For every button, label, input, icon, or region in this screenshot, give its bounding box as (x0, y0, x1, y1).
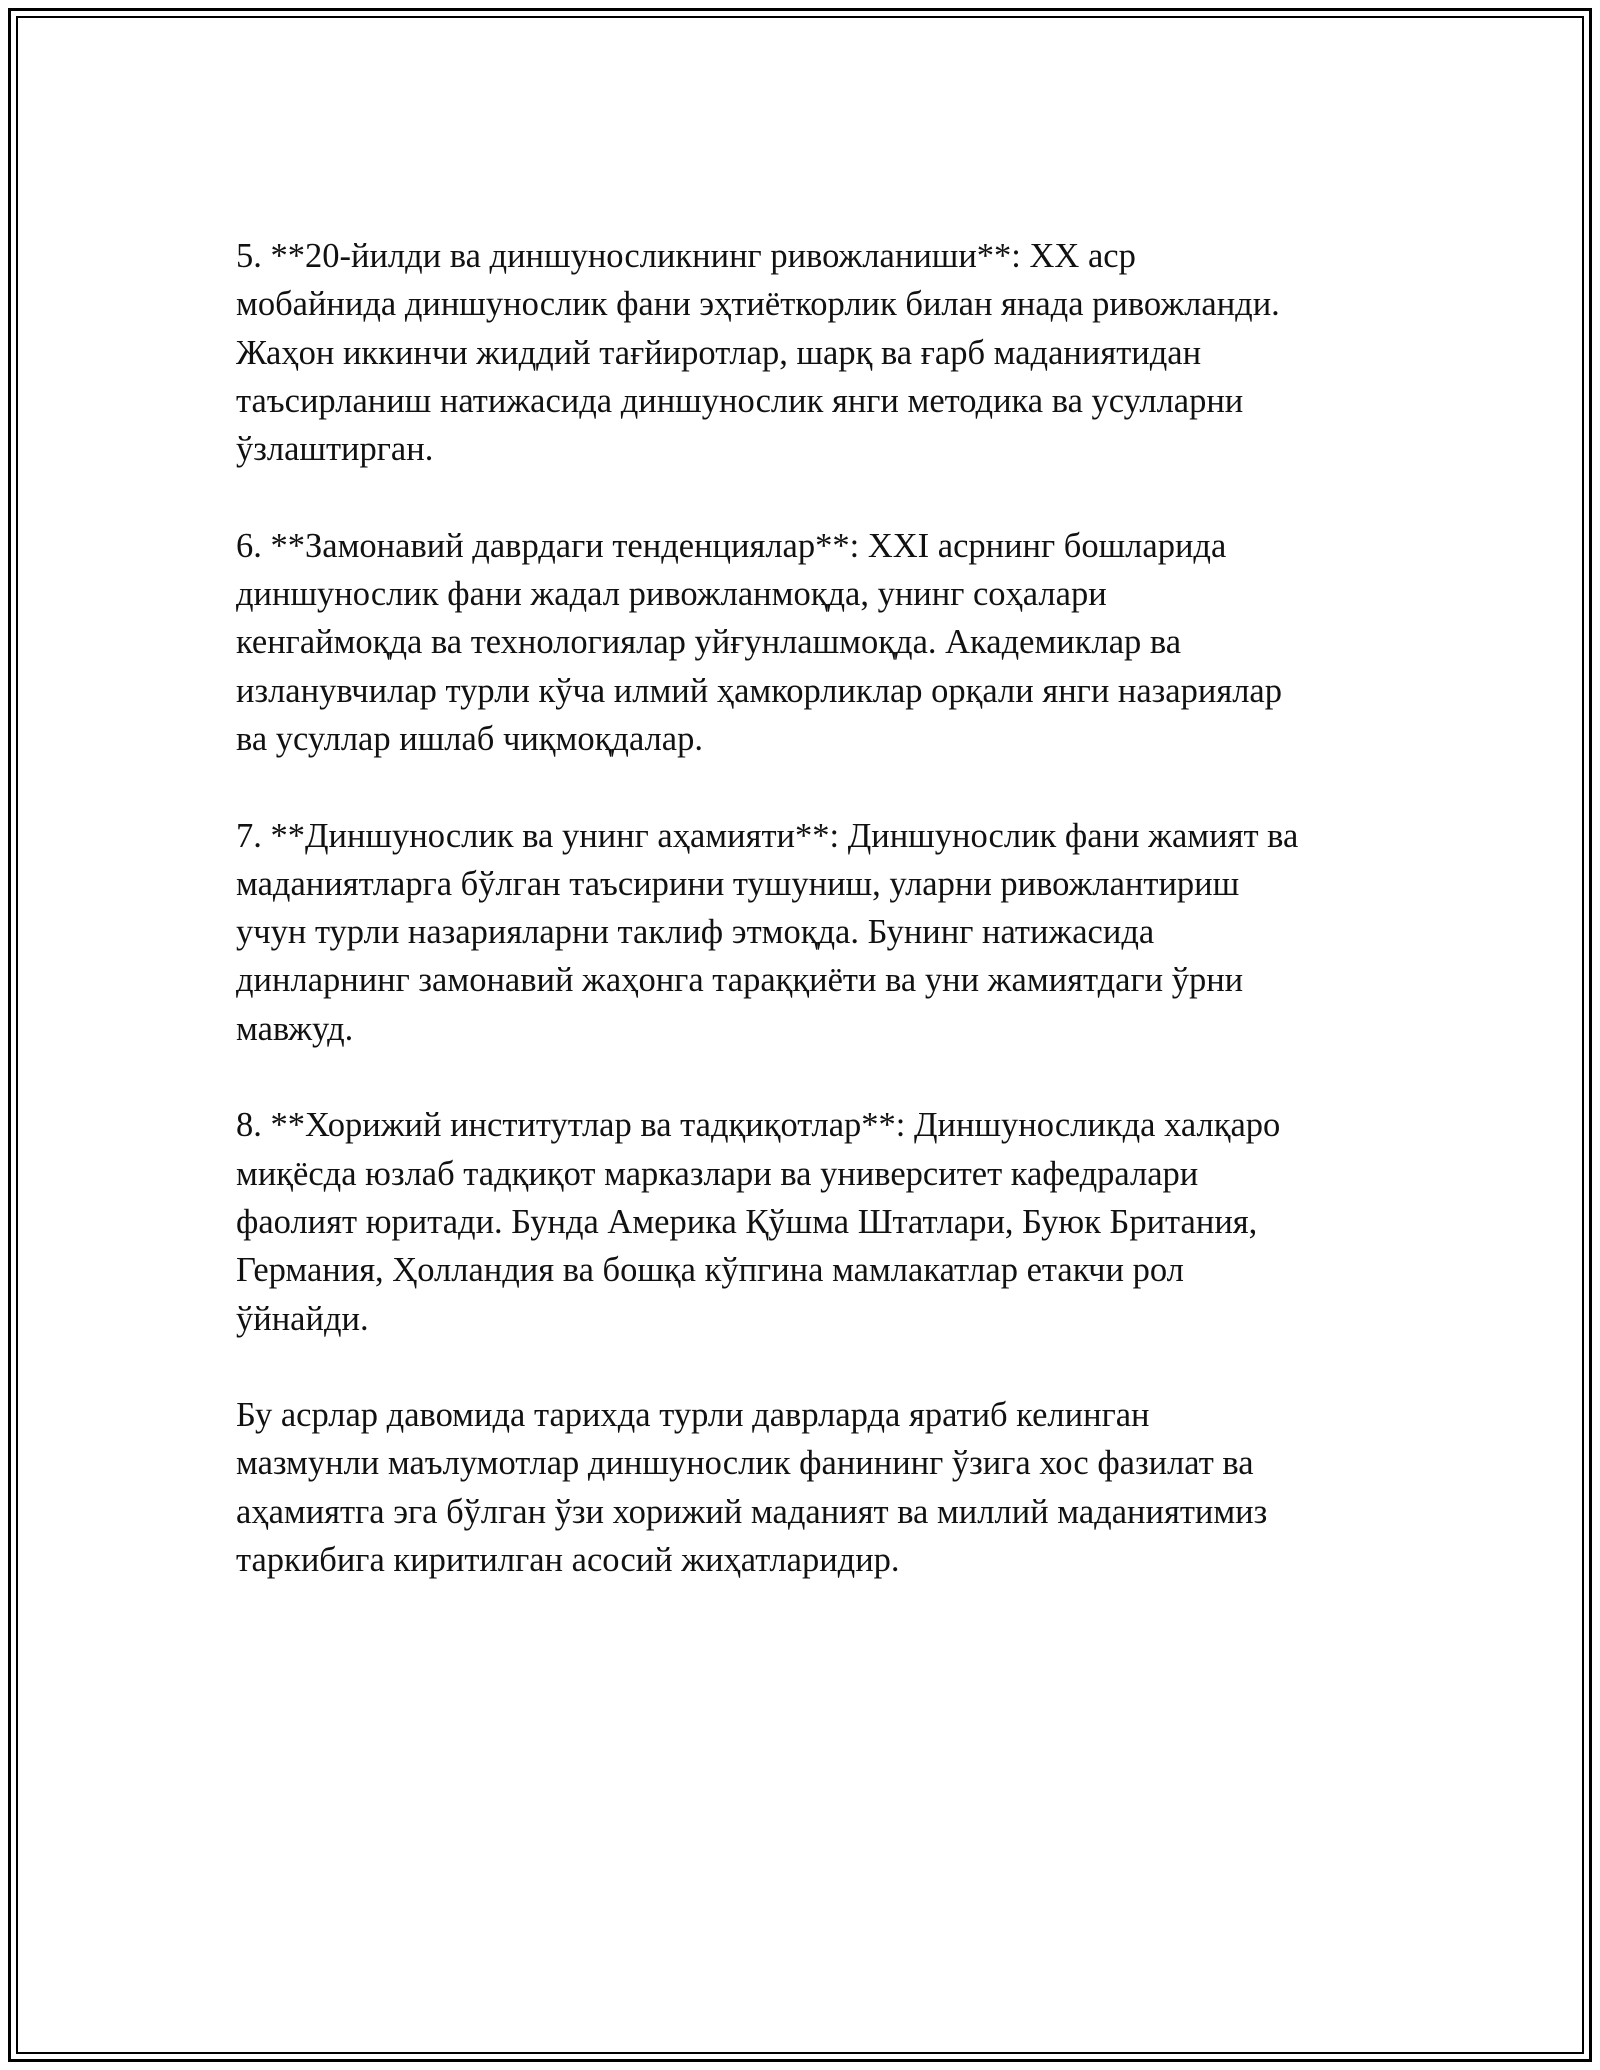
paragraph-line: мазмунли маълумотлар диншунослик фанининг ўзига хос фазилат ва (236, 1444, 1254, 1483)
paragraph-line: изланувчилар турли кўча илмий ҳамкорликлар орқали янги назариялар (236, 671, 1282, 710)
paragraph-line: учун турли назарияларни таклиф этмоқда. Бунинг натижасида (236, 913, 1155, 952)
paragraph-line: кенгаймоқда ва технологиялар уйғунлашмоқда. Академиклар ва (236, 623, 1182, 662)
paragraph-line: диншунослик фани жадал ривожланмоқда, унинг соҳалари (236, 575, 1107, 614)
paragraph-line: мобайнида диншунослик фани эҳтиёткорлик билан янада ривожланди. (236, 285, 1280, 324)
paragraph-item-5 (236, 232, 1376, 473)
paragraph-line: ва усуллар ишлаб чиқмоқдалар. (236, 719, 703, 758)
paragraph-line: 7. **Диншунослик ва унинг аҳамияти**: Диншунослик фани жамият ва (236, 816, 1299, 855)
paragraph-line: Жаҳон иккинчи жиддий тағйиротлар, шарқ ва ғарб маданиятидан (236, 333, 1202, 372)
paragraph-line: миқёсда юзлаб тадқиқот марказлари ва университет кафедралари (236, 1154, 1199, 1193)
paragraph-item-6 (236, 522, 1376, 763)
paragraph-line: аҳамиятга эга бўлган ўзи хорижий маданият ва миллий маданиятимиз (236, 1492, 1268, 1531)
paragraph-line: динларнинг замонавий жаҳонга тараққиёти ва уни жамиятдаги ўрни (236, 961, 1244, 1000)
paragraph-line: мавжуд. (236, 1009, 354, 1048)
paragraph-line: Германия, Ҳолландия ва бошқа кўпгина мамлакатлар етакчи рол (236, 1251, 1184, 1290)
paragraph-line: таркибига киритилган асосий жиҳатларидир. (236, 1541, 900, 1580)
document-body (236, 232, 1376, 1633)
paragraph-conclusion (236, 1391, 1376, 1584)
paragraph-item-7 (236, 812, 1376, 1053)
paragraph-line: маданиятларга бўлган таъсирини тушуниш, уларни ривожлантириш (236, 864, 1240, 903)
paragraph-line: таъсирланиш натижасида диншунослик янги методика ва усулларни (236, 381, 1244, 420)
paragraph-line: 5. **20-йилди ва диншуносликнинг ривожланиши**: XX аср (236, 237, 1136, 275)
paragraph-line: 8. **Хорижий институтлар ва тадқиқотлар**: Диншуносликда халқаро (236, 1106, 1281, 1145)
paragraph-line: ўзлаштирган. (236, 430, 434, 469)
paragraph-line: Бу асрлар давомида тарихда турли даврларда яратиб келинган (236, 1396, 1150, 1435)
paragraph-line: 6. **Замонавий даврдаги тенденциялар**: XXI асрнинг бошларида (236, 526, 1227, 565)
paragraph-line: ўйнайди. (236, 1299, 369, 1338)
paragraph-item-8 (236, 1101, 1376, 1342)
paragraph-line: фаолият юритади. Бунда Америка Қўшма Штатлари, Буюк Британия, (236, 1202, 1258, 1241)
